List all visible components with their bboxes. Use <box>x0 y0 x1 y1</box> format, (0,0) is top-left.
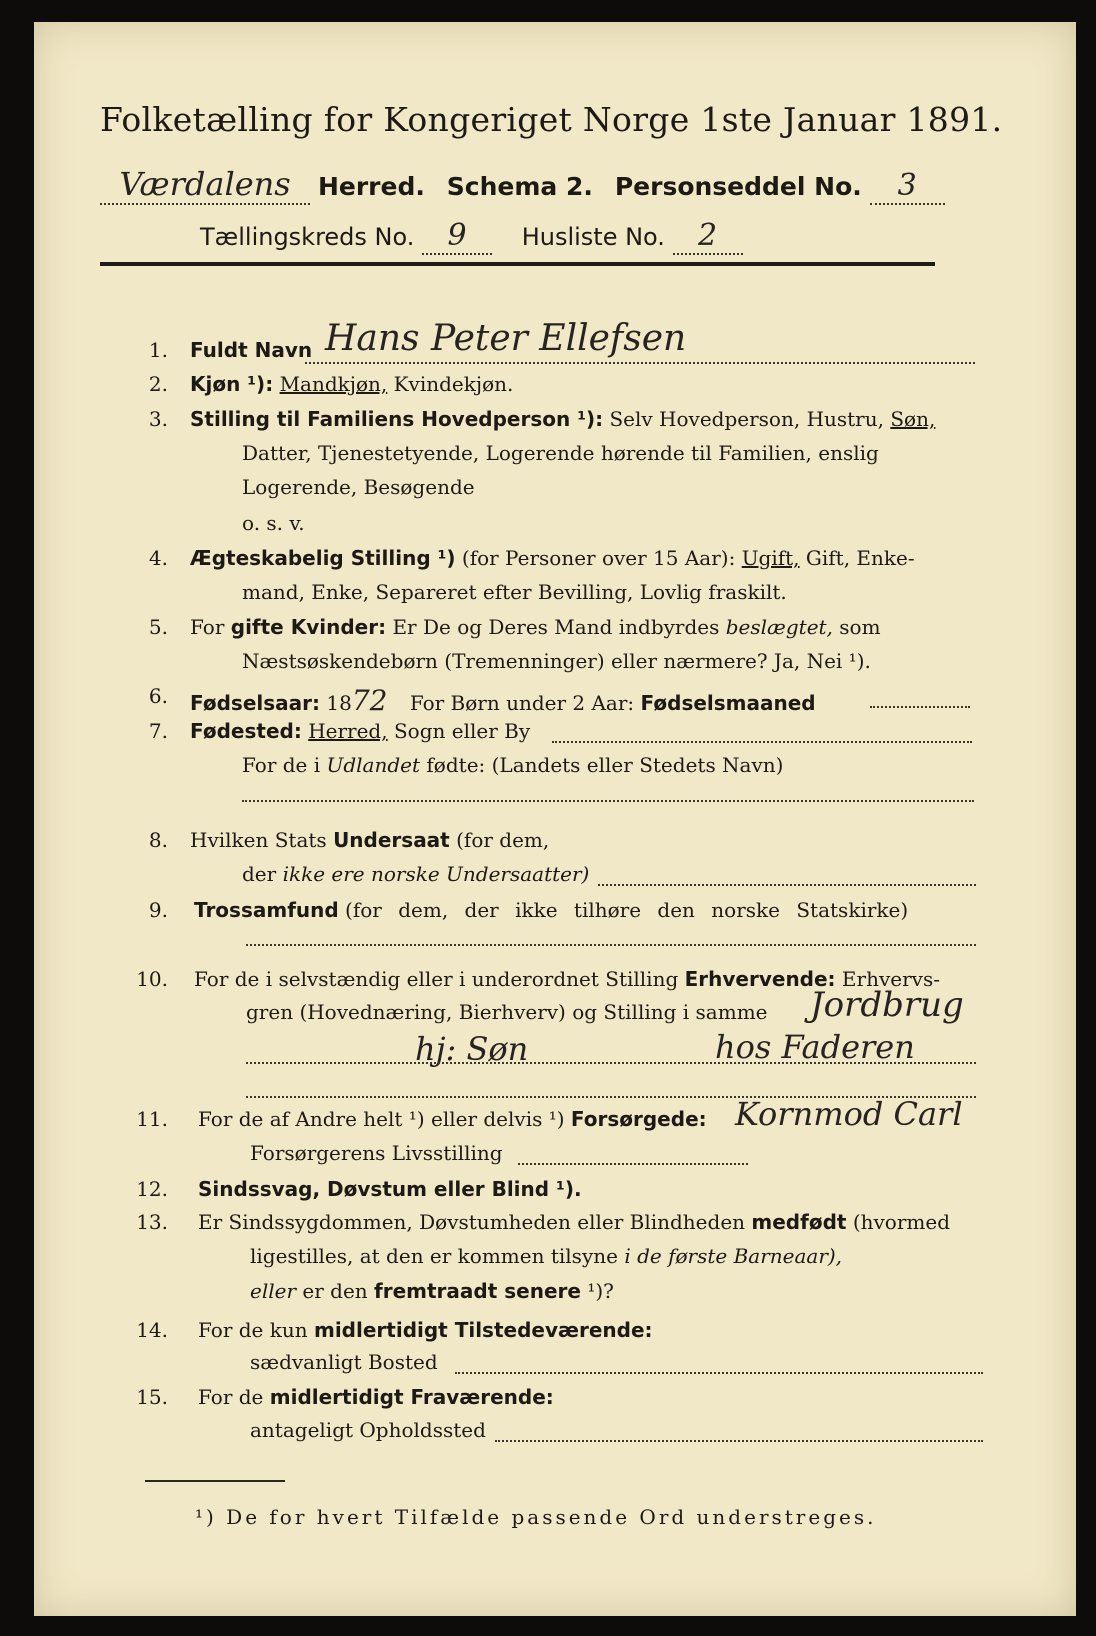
dotted-line <box>246 944 976 946</box>
item-number: 15. <box>136 1385 168 1409</box>
name-handwritten: Hans Peter Ellefsen <box>325 318 687 359</box>
dotted-line <box>870 706 970 708</box>
item-number: 4. <box>148 546 168 570</box>
congenital-row-3 <box>250 1279 614 1303</box>
field-label-birthplace: Fødested: <box>190 719 302 743</box>
field-label-birthyear: Fødselsaar: <box>190 691 320 715</box>
field-label-congenital: medfødt <box>751 1210 847 1234</box>
married-question: Er De og Deres Mand indbyrdes <box>392 615 720 639</box>
religion-row <box>194 898 908 922</box>
position-options-2: Datter, Tjenestetyende, Logerende hørende til Familien, enslig <box>242 441 879 465</box>
for-text: For <box>190 615 225 639</box>
marital-options-2: mand, Enke, Separeret efter Bevilling, Lovlig fraskilt. <box>242 580 787 604</box>
field-label-sex: Kjøn ¹): <box>190 372 274 396</box>
item-number: 8. <box>148 828 168 852</box>
birthyear-handwritten: 72 <box>351 684 388 717</box>
marital-row <box>190 546 915 570</box>
item-number: 3. <box>148 407 168 431</box>
stilling-row <box>190 407 935 431</box>
married-women-row <box>190 615 881 639</box>
citizenship-row <box>190 828 549 852</box>
childhood-text: i de første Barneaar), <box>624 1244 843 1268</box>
er-den-text: er den <box>302 1279 368 1303</box>
dotted-line <box>246 1062 976 1064</box>
dependent-handwritten: Kornmod Carl <box>735 1095 963 1133</box>
field-label-marital: Ægteskabelig Stilling ¹) <box>190 546 456 570</box>
position-options: Selv Hovedperson, Hustru, <box>609 407 884 431</box>
married-question-2: Næstsøskendebørn (Tremenninger) eller nærmere? Ja, Nei ¹). <box>242 649 871 673</box>
dotted-line <box>495 1440 983 1442</box>
dotted-line <box>305 362 975 364</box>
page-title: Folketælling for Kongeriget Norge 1ste Januar 1891. <box>100 100 1003 139</box>
congenital-text: Er Sindssygdommen, Døvstumheden eller Blindheden <box>198 1210 746 1234</box>
position-options-3: Logerende, Besøgende <box>242 475 475 499</box>
birthyear-prefix: 18 <box>326 691 352 715</box>
item-number: 11. <box>136 1107 168 1131</box>
kreds-handwritten: 9 <box>422 218 492 255</box>
birthplace-row <box>190 719 530 743</box>
field-label-citizenship: Undersaat <box>333 828 450 852</box>
citizenship-row-2 <box>242 862 589 886</box>
kreds-label: Tællingskreds No. <box>200 223 415 251</box>
kjon-row <box>190 372 513 396</box>
item-number: 1. <box>148 338 168 362</box>
occupation-handwritten-3: hos Faderen <box>715 1028 915 1066</box>
field-label-temporary-present: midlertidigt Tilstedeværende: <box>313 1318 653 1342</box>
abroad-row <box>242 753 783 777</box>
item-number: 14. <box>136 1318 168 1342</box>
dotted-line <box>518 1163 748 1165</box>
option-kvindekjon: Kvindekjøn. <box>393 372 514 396</box>
option-mandkjon: Mandkjøn, <box>279 372 388 396</box>
occupation-text: For de i selvstændig eller i underordnet Stilling <box>194 967 679 991</box>
occupation-handwritten: Jordbrug <box>810 985 964 1025</box>
field-label-disability: Sindssvag, Døvstum eller Blind ¹). <box>198 1177 582 1201</box>
occupation-text-3: gren (Hovednæring, Bierhverv) og Stilling i samme <box>246 1000 768 1024</box>
congenital-text-3: ligestilles, at den er kommen tilsyne <box>250 1244 618 1268</box>
religion-note: (for dem, der ikke tilhøre den norske Statskirke) <box>345 898 909 922</box>
field-label-temporary-absent: midlertidigt Fraværende: <box>269 1385 554 1409</box>
field-label-married-women: gifte Kvinder: <box>230 615 387 639</box>
dotted-line <box>598 884 976 886</box>
congenital-row <box>198 1210 950 1234</box>
header-line-herred <box>100 165 945 205</box>
option-son: Søn, <box>890 407 936 431</box>
personseddel-label: Personseddel No. <box>614 172 862 201</box>
item-number: 7. <box>148 719 168 743</box>
position-options-4: o. s. v. <box>242 511 305 535</box>
header-line-kreds <box>200 218 743 255</box>
option-herred: Herred, <box>308 719 388 743</box>
citizenship-text: Hvilken Stats <box>190 828 327 852</box>
footnote-rule <box>145 1480 285 1482</box>
field-label-occupation: Erhvervende: <box>684 967 836 991</box>
item-number: 9. <box>148 898 168 922</box>
field-label-name: Fuldt Navn <box>190 338 313 362</box>
der-text: der <box>242 862 277 886</box>
dependent-row <box>198 1107 707 1131</box>
field-label-religion: Trossamfund <box>194 898 339 922</box>
temporary-present-row <box>198 1318 653 1342</box>
abroad-text: For de i <box>242 753 321 777</box>
header-rule <box>100 262 935 266</box>
provider-occupation-label: Forsørgerens Livsstilling <box>250 1141 503 1165</box>
herred-label: Herred. <box>317 172 425 201</box>
congenital-row-2 <box>250 1244 842 1268</box>
abroad-text-2: fødte: (Landets eller Stedets Navn) <box>426 753 784 777</box>
field-label-later: fremtraadt senere <box>374 1279 581 1303</box>
birthyear-row <box>190 684 816 717</box>
udlandet-text: Udlandet <box>326 753 421 777</box>
item-number: 5. <box>148 615 168 639</box>
field-label-birthmonth: Fødselsmaaned <box>640 691 816 715</box>
field-label-position: Stilling til Familiens Hovedperson ¹): <box>190 407 604 431</box>
usual-residence-label: sædvanligt Bosted <box>250 1350 438 1374</box>
marital-note: (for Personer over 15 Aar): <box>461 546 736 570</box>
congenital-text-2: (hvormed <box>852 1210 950 1234</box>
schema-label: Schema 2. <box>446 172 593 201</box>
birthmonth-note: For Børn under 2 Aar: <box>409 691 635 715</box>
item-number: 10. <box>136 967 168 991</box>
temporary-absent-row <box>198 1385 554 1409</box>
citizenship-text-2: (for dem, <box>456 828 550 852</box>
eller-text: eller <box>250 1279 297 1303</box>
temporary-absent-text: For de <box>198 1385 264 1409</box>
item-number: 2. <box>148 372 168 396</box>
footnote: ¹) De for hvert Tilfælde passende Ord understreges. <box>195 1505 877 1529</box>
dotted-line <box>552 741 972 743</box>
probable-residence-label: antageligt Opholdssted <box>250 1418 486 1442</box>
non-norwegian-text: ikke ere norske Undersaatter) <box>282 862 590 886</box>
husliste-handwritten: 2 <box>673 218 743 255</box>
option-ugift: Ugift, <box>741 546 800 570</box>
personseddel-handwritten: 3 <box>870 168 945 205</box>
item-number: 12. <box>136 1177 168 1201</box>
birthplace-options: Sogn eller By <box>393 719 531 743</box>
som-text: som <box>839 615 881 639</box>
marital-options: Gift, Enke- <box>805 546 915 570</box>
field-label-dependent: Forsørgede: <box>570 1107 707 1131</box>
item-number: 13. <box>136 1210 168 1234</box>
dotted-line <box>242 800 974 802</box>
question-mark: ¹)? <box>587 1279 614 1303</box>
dotted-line <box>455 1372 983 1374</box>
temporary-present-text: For de kun <box>198 1318 308 1342</box>
beslaegtet-text: beslægtet, <box>725 615 833 639</box>
herred-handwritten: Værdalens <box>100 165 310 205</box>
husliste-label: Husliste No. <box>521 223 665 251</box>
occupation-handwritten-2: hj: Søn <box>415 1030 529 1068</box>
item-number: 6. <box>148 684 168 708</box>
dependent-text: For de af Andre helt ¹) eller delvis ¹) <box>198 1107 565 1131</box>
occupation-text-2: Erhvervs- <box>841 967 940 991</box>
